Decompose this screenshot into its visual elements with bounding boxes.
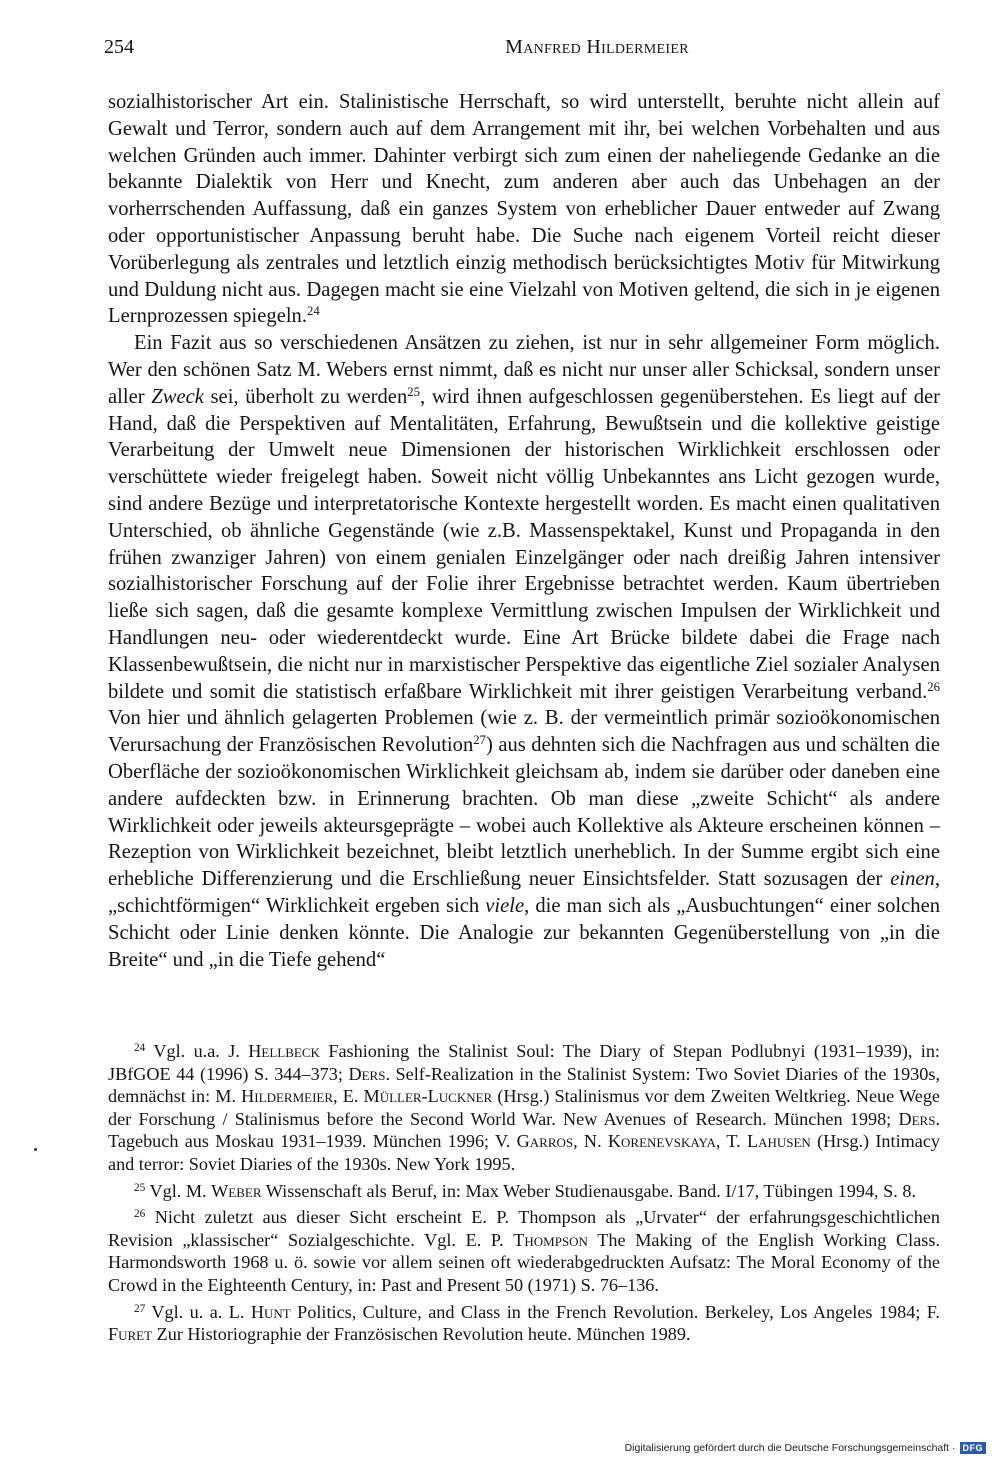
author-name: Korenevskaya [607, 1131, 716, 1152]
footnote-text: The Making of the English Working Class. Harmondsworth 1968 u. ö. sowie vor allem seinen oft wiederabgedruckten Aufsatz: The Moral Economy of the Crowd in the Eighteenth Century, in: Past and Present 50 (1971) S. 76–136. [108, 1229, 941, 1295]
footnote-ref-27: 27 [473, 733, 487, 748]
footnote-text: Fashioning the Stalinist Soul: The Diary of Stepan Podlubnyi (1931–1939), in: JBfGOE 44 (1996) S. 344–373; [108, 1041, 940, 1084]
footnote-text: Vgl. M. [145, 1180, 212, 1201]
author-name: Ders. [898, 1108, 940, 1129]
page-number: 254 [104, 36, 134, 58]
dfg-logo: DFG [960, 1442, 987, 1454]
footnote-27 [108, 1301, 940, 1346]
footnote-number: 26 [134, 1207, 146, 1220]
author-name: Weber [211, 1180, 262, 1201]
author-name: Garros [516, 1131, 574, 1152]
paragraph-2-text-c: , wird ihnen aufgeschlossen gegenüberstehen. Es liegt auf der Hand, daß die Perspektiven auf Mentalitäten, Erfahrung, Bewußtsein und die kollektive geistige Verarbeitung der Umwelt neue Dimensionen der historischen Wirklichkeit erschlossen oder verschüttete wieder freigelegt haben. Soweit nicht völlig Unbekanntes ans Licht gezogen wurde, sind andere Bezüge und interpretatorische Kontexte hergestellt worden. Es macht einen qualitativen Unterschied, ob ähnliche Gegenstände (wie z.B. Massenspektakel, Kunst und Propaganda in den frühen zwanziger Jahren) von einem genialen Einzelgänger oder nach dreißig Jahren intensiver sozialhistorischer Forschung auf der Folie ihrer Ergebnisse betrachtet werden. Kaum übertrieben ließe sich sagen, daß die gesamte komplexe Vermittlung zwischen Impulsen der Wirklichkeit und Handlungen neu- oder wiederentdeckt wurde. Eine Art Brücke bildete dabei die Frage nach Klassenbewußtsein, die nicht nur in marxistischer Perspektive das eigentliche Ziel sozialer Analysen bildete und somit die statistisch erfaßbare Wirklichkeit mit ihrer geistigen Verarbeitung verband. [108, 385, 940, 703]
footnotes [108, 1040, 940, 1350]
footnote-text: Self-Realization in the Stalinist System: Two Soviet Diaries of the 1930s, demnächst in: M. [108, 1063, 940, 1107]
emphasis-zweck: Zweck [151, 385, 204, 408]
author-name: Lahusen [746, 1131, 811, 1152]
footnote-ref-24: 24 [307, 304, 320, 319]
footnote-text: (Hrsg.) Intimacy and terror: Soviet Diaries of the 1930s. New York 1995. [108, 1131, 941, 1174]
author-name: Hunt [250, 1301, 291, 1322]
author-name: Hildermeier [241, 1086, 334, 1107]
emphasis-viele: viele [485, 894, 525, 917]
footnote-text: , E. [333, 1086, 364, 1107]
digitization-credit [625, 1442, 986, 1454]
emphasis-einen: einen [890, 868, 935, 891]
paragraph-2-text-a: Ein Fazit aus so verschiedenen Ansätzen zu ziehen, ist nur in sehr allgemeiner Form möglich. Wer den schönen Satz M. Webers ernst nimmt, daß es nicht nur unser aller Schicksal, sondern unser aller [108, 332, 940, 408]
scan-speck [34, 1148, 37, 1151]
paragraph-2 [108, 330, 940, 973]
paragraph-2-text-f: , „schichtförmigen“ Wirklichkeit ergeben sich [108, 868, 940, 917]
main-text [108, 89, 940, 973]
paragraph-2-text-d: Von hier und ähnlich gelagerten Problemen (wie z. B. der vermeintlich primär sozioökonomischen Verursachung der Französischen Revolution [108, 707, 940, 757]
running-head [104, 36, 940, 64]
footnote-text: Tagebuch aus Moskau 1931–1939. München 1996; V. [108, 1131, 517, 1152]
footnote-text: , N. [573, 1131, 608, 1152]
footnote-text: Politics, Culture, and Class in the French Revolution. Berkeley, Los Angeles 1984; F. [290, 1301, 940, 1322]
author-name: Ders. [348, 1063, 390, 1084]
author-name: Thompson [513, 1229, 588, 1250]
author-name: Furet [108, 1324, 153, 1345]
paragraph-2-text-b: sei, überholt zu werden [203, 385, 408, 408]
footnote-number: 27 [134, 1302, 146, 1315]
credit-text: Digitalisierung gefördert durch die Deutsche Forschungsgemeinschaft · [624, 1442, 956, 1454]
paragraph-2-text-g: , die man sich als „Ausbuchtungen“ einer solchen Schicht oder Linie denken könnte. Die Analogie zur bekannten Gegenüberstellung von „in die Breite“ und „in die Tiefe gehend“ [108, 894, 941, 971]
footnote-text: Vgl. u. a. L. [145, 1301, 251, 1322]
paragraph-1-text: sozialhistorischer Art ein. Stalinistische Herrschaft, so wird unterstellt, beruhte nicht allein auf Gewalt und Terror, sondern auch auf dem Arrangement mit ihr, bei welchen Vorbehalten und aus welchen Gründen auch immer. Dahinter verbirgt sich zum einen der naheliegende Gedanke an die bekannte Dialektik von Herr und Knecht, zum anderen aber auch das Unbehagen an der vorherrschenden Auffassung, daß ein ganzes System von erheblicher Dauer entweder auf Zwang oder opportunistischer Anpassung beruht habe. Die Suche nach eigenem Vorteil reicht dieser Vorüberlegung als zentrales und letztlich einzig methodisch berücksichtigtes Motiv für Mitwirkung und Duldung nicht aus. Dagegen macht sie eine Vielzahl von Motiven geltend, die sich in je eigenen Lernprozessen spiegeln. [108, 91, 940, 328]
footnote-24 [108, 1040, 940, 1176]
footnote-text: Nicht zuletzt aus dieser Sicht erscheint E. P. Thompson als „Urvater“ der erfahrungsgeschichtlichen Revision „klassischer“ Sozialgeschichte. Vgl. E. P. [108, 1207, 940, 1250]
footnote-number: 25 [134, 1181, 146, 1194]
footnote-25 [108, 1180, 940, 1203]
author-header: Manfred Hildermeier [505, 36, 689, 58]
footnote-ref-25: 25 [407, 384, 421, 399]
paragraph-1 [108, 89, 940, 330]
footnote-text: (Hrsg.) Stalinismus vor dem Zweiten Weltkrieg. Neue Wege der Forschung / Stalinismus before the Second World War. New Avenues of Research. München 1998; [108, 1086, 940, 1129]
footnote-text: Vgl. u.a. J. [145, 1041, 249, 1061]
author-name: Müller-Luckner [363, 1086, 493, 1107]
footnote-ref-26: 26 [927, 679, 940, 694]
footnote-text: , T. [715, 1131, 747, 1152]
footnote-26 [108, 1206, 940, 1296]
author-name: Hellbeck [248, 1041, 320, 1061]
footnote-number: 24 [134, 1041, 146, 1054]
paragraph-2-text-e: ) aus dehnten sich die Nachfragen aus und schälten die Oberfläche der sozioökonomischen Wirklichkeit gleichsam ab, indem sie darüber oder daneben eine andere aufdeckten bzw. in Erinnerung brachten. Ob man diese „zweite Schicht“ als andere Wirklichkeit oder jeweils akteursgeprägte – wobei auch Kollektive als Akteure erscheinen können – Rezeption von Wirklichkeit bezeichnet, bleibt letztlich unerheblich. In der Summe ergibt sich eine erhebliche Differenzierung und die Erschließung neuer Einsichtsfelder. Statt sozusagen der [108, 734, 940, 891]
footnote-text: Zur Historiographie der Französischen Revolution heute. München 1989. [152, 1324, 691, 1345]
footnote-text: Wissenschaft als Beruf, in: Max Weber Studienausgabe. Band. I/17, Tübingen 1994, S. 8. [261, 1180, 916, 1201]
